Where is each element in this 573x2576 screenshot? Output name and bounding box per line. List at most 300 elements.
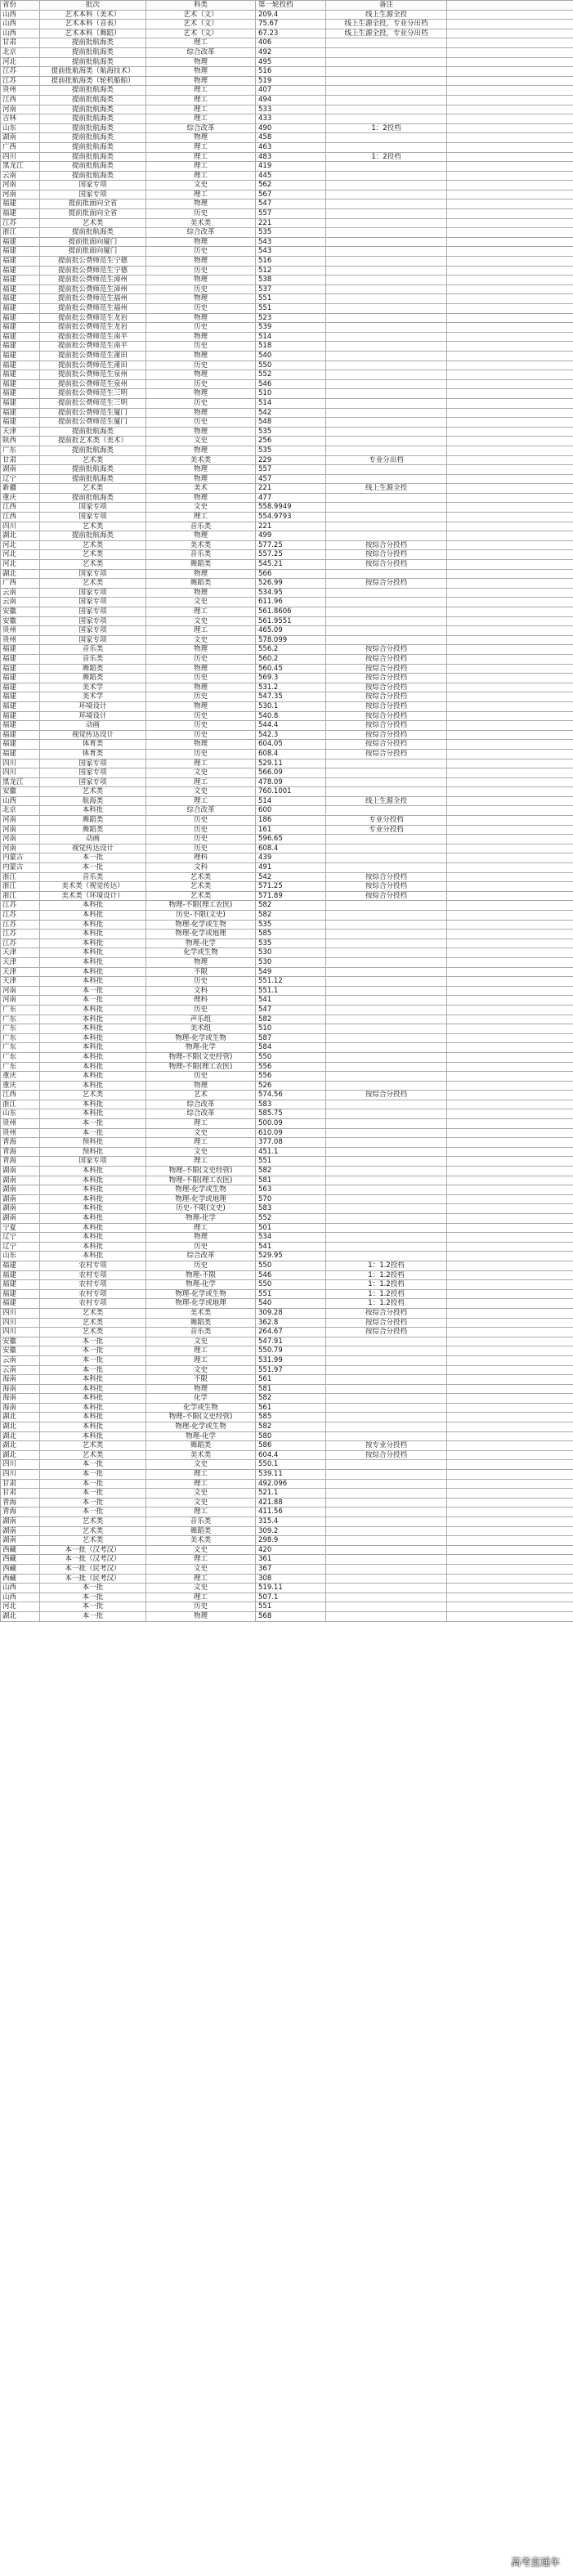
score-cell: 529.95 [256, 1252, 326, 1261]
province-cell: 海南 [1, 1375, 40, 1385]
score-cell: 585 [256, 1413, 326, 1422]
extra-cell [447, 1602, 573, 1612]
extra-cell [447, 10, 573, 20]
table-row [1, 939, 573, 948]
extra-cell [447, 749, 573, 759]
province-cell: 福建 [1, 237, 40, 247]
subject-cell: 物理 [146, 683, 256, 692]
subject-cell: 物理 [146, 446, 256, 455]
extra-cell [447, 579, 573, 589]
table-row [1, 1081, 573, 1091]
score-cell: 519 [256, 76, 326, 86]
province-cell: 福建 [1, 379, 40, 389]
batch-cell: 提前批公费师范生厦门 [40, 418, 146, 428]
score-cell: 582 [256, 1015, 326, 1024]
province-cell: 陕西 [1, 437, 40, 446]
remark-cell: 线上生源全投，专业分出档 [326, 29, 447, 38]
batch-cell: 提前批航海类 [40, 142, 146, 152]
table-row [1, 768, 573, 778]
score-cell: 67.23 [256, 29, 326, 38]
batch-cell: 本科批 [40, 1403, 146, 1413]
subject-cell: 历史 [146, 711, 256, 721]
score-cell: 604.4 [256, 1450, 326, 1460]
batch-cell: 本科批 [40, 911, 146, 921]
batch-cell: 提前批航海类 [40, 152, 146, 162]
province-cell: 西藏 [1, 1574, 40, 1584]
batch-cell: 提前批公费师范生莆田 [40, 361, 146, 370]
subject-cell: 理工 [146, 1119, 256, 1129]
score-cell: 582 [256, 911, 326, 921]
batch-cell: 本一批 [40, 1611, 146, 1621]
extra-cell [447, 171, 573, 181]
batch-cell: 本一批 [40, 853, 146, 863]
remark-cell: 按综合分投档 [326, 550, 447, 560]
table-row [1, 1318, 573, 1328]
batch-cell: 本一批 [40, 1460, 146, 1470]
remark-cell [326, 1422, 447, 1432]
subject-cell: 美术类 [146, 455, 256, 465]
batch-cell: 农村专项 [40, 1270, 146, 1280]
province-cell: 湖北 [1, 1441, 40, 1451]
table-row [1, 284, 573, 294]
score-cell: 541 [256, 1242, 326, 1252]
province-cell: 福建 [1, 247, 40, 257]
remark-cell [326, 1355, 447, 1365]
extra-cell [447, 863, 573, 873]
province-cell: 福建 [1, 304, 40, 314]
province-cell: 山东 [1, 123, 40, 133]
batch-cell: 本一批（民考汉） [40, 1564, 146, 1574]
subject-cell: 物理 [146, 740, 256, 750]
batch-cell: 本科批 [40, 1413, 146, 1422]
remark-cell: 专业分投档 [326, 816, 447, 826]
remark-cell [326, 105, 447, 114]
subject-cell: 物理 [146, 408, 256, 418]
remark-cell [326, 1346, 447, 1356]
subject-cell: 历史 [146, 749, 256, 759]
extra-cell [447, 133, 573, 143]
batch-cell: 提前批航海类（航海技术） [40, 67, 146, 77]
batch-cell: 艺术类 [40, 1450, 146, 1460]
table-row [1, 1194, 573, 1204]
subject-cell: 艺术类 [146, 891, 256, 901]
table-row [1, 455, 573, 465]
table-row [1, 1261, 573, 1270]
extra-cell [447, 1489, 573, 1499]
province-cell: 广西 [1, 579, 40, 589]
province-cell: 贵州 [1, 86, 40, 96]
batch-cell: 提前批公费师范生龙岩 [40, 313, 146, 323]
batch-cell: 本科批 [40, 1394, 146, 1404]
score-cell: 495 [256, 57, 326, 67]
subject-cell: 化学或生物 [146, 1403, 256, 1413]
remark-cell: 按综合分投档 [326, 692, 447, 702]
subject-cell: 物理 [146, 133, 256, 143]
subject-cell: 美术类 [146, 1308, 256, 1318]
subject-cell: 物理 [146, 313, 256, 323]
subject-cell: 物理-化学 [146, 939, 256, 948]
table-row [1, 616, 573, 626]
remark-cell [326, 493, 447, 503]
extra-cell [447, 1270, 573, 1280]
score-cell: 407 [256, 86, 326, 96]
extra-cell [447, 294, 573, 304]
subject-cell: 文史 [146, 768, 256, 778]
remark-cell: 按综合分投档 [326, 664, 447, 674]
score-cell: 550.79 [256, 1346, 326, 1356]
extra-cell [447, 1233, 573, 1243]
province-cell: 江苏 [1, 67, 40, 77]
table-row [1, 1270, 573, 1280]
extra-cell [447, 674, 573, 683]
subject-cell: 理工 [146, 1223, 256, 1233]
province-cell: 福建 [1, 257, 40, 267]
batch-cell: 本科批 [40, 1204, 146, 1214]
province-cell: 浙江 [1, 891, 40, 901]
province-cell: 天津 [1, 977, 40, 987]
remark-cell [326, 1052, 447, 1062]
remark-cell [326, 465, 447, 475]
subject-cell: 历史 [146, 654, 256, 664]
province-cell: 山东 [1, 1252, 40, 1261]
score-cell: 557 [256, 465, 326, 475]
subject-cell: 历史 [146, 209, 256, 219]
remark-cell: 线上生源全投 [326, 484, 447, 494]
remark-cell [326, 398, 447, 408]
remark-cell: 专业分出档 [326, 455, 447, 465]
score-cell: 560.2 [256, 654, 326, 664]
province-cell: 甘肃 [1, 455, 40, 465]
province-cell: 云南 [1, 598, 40, 607]
subject-cell: 理工 [146, 796, 256, 806]
score-cell: 457 [256, 474, 326, 484]
batch-cell: 国家专项 [40, 768, 146, 778]
subject-cell: 文史 [146, 181, 256, 190]
remark-cell [326, 1204, 447, 1214]
score-cell: 229 [256, 455, 326, 465]
extra-cell [447, 1318, 573, 1328]
remark-cell [326, 835, 447, 844]
score-cell: 547 [256, 1005, 326, 1015]
province-cell: 四川 [1, 759, 40, 768]
batch-cell: 艺术类 [40, 1308, 146, 1318]
remark-cell [326, 247, 447, 257]
extra-cell [447, 730, 573, 740]
extra-cell [447, 967, 573, 977]
subject-cell: 物理-化学或地理 [146, 930, 256, 939]
score-cell: 539 [256, 323, 326, 333]
remark-cell [326, 635, 447, 645]
score-cell: 548 [256, 418, 326, 428]
remark-cell [326, 996, 447, 1006]
score-cell: 551 [256, 1602, 326, 1612]
remark-cell [326, 853, 447, 863]
table-row [1, 1355, 573, 1365]
batch-cell: 本科批 [40, 1024, 146, 1034]
remark-cell [326, 370, 447, 380]
table-row [1, 569, 573, 579]
province-cell: 福建 [1, 284, 40, 294]
batch-cell: 提前批公费师范生厦门 [40, 408, 146, 418]
subject-cell: 物理 [146, 1081, 256, 1091]
table-row [1, 418, 573, 428]
province-cell: 湖北 [1, 1422, 40, 1432]
score-cell: 569.3 [256, 674, 326, 683]
table-row [1, 1422, 573, 1432]
remark-cell [326, 171, 447, 181]
table-row [1, 1280, 573, 1290]
table-row [1, 1052, 573, 1062]
batch-cell: 本一批 [40, 1346, 146, 1356]
province-cell: 福建 [1, 740, 40, 750]
subject-cell: 物理 [146, 76, 256, 86]
province-cell: 贵州 [1, 635, 40, 645]
subject-cell: 文科 [146, 863, 256, 873]
table-row [1, 863, 573, 873]
score-cell: 551 [256, 1157, 326, 1167]
subject-cell: 文科 [146, 986, 256, 996]
extra-cell [447, 1204, 573, 1214]
subject-cell: 文史 [146, 1498, 256, 1508]
score-cell: 419 [256, 162, 326, 172]
province-cell: 福建 [1, 361, 40, 370]
batch-cell: 预科批 [40, 1138, 146, 1148]
subject-cell: 理工 [146, 777, 256, 787]
province-cell: 西藏 [1, 1545, 40, 1555]
score-cell: 578.099 [256, 635, 326, 645]
remark-cell [326, 1365, 447, 1375]
remark-cell: 按综合分投档 [326, 1091, 447, 1100]
batch-cell: 提前批航海类 [40, 86, 146, 96]
batch-cell: 本一批 [40, 1489, 146, 1499]
batch-cell: 提前批艺术类（美术） [40, 437, 146, 446]
remark-cell [326, 218, 447, 228]
score-cell: 586 [256, 1441, 326, 1451]
province-cell: 山西 [1, 10, 40, 20]
batch-cell: 艺术类 [40, 1517, 146, 1527]
score-cell: 516 [256, 67, 326, 77]
province-cell: 湖北 [1, 569, 40, 579]
remark-cell: 按综合分投档 [326, 740, 447, 750]
province-cell: 四川 [1, 152, 40, 162]
province-cell: 河南 [1, 986, 40, 996]
remark-cell [326, 284, 447, 294]
remark-cell [326, 408, 447, 418]
remark-cell [326, 1062, 447, 1072]
batch-cell: 提前批航海类（轮机船舶） [40, 76, 146, 86]
subject-cell: 物理 [146, 67, 256, 77]
score-cell: 535 [256, 939, 326, 948]
subject-cell: 物理-化学或生物 [146, 1422, 256, 1432]
table-row [1, 1091, 573, 1100]
batch-cell: 提前批航海类 [40, 47, 146, 57]
province-cell: 内蒙古 [1, 863, 40, 873]
subject-cell: 文史 [146, 1564, 256, 1574]
province-cell: 浙江 [1, 882, 40, 892]
batch-cell: 本一批（民考汉） [40, 1574, 146, 1584]
subject-cell: 理工 [146, 1346, 256, 1356]
subject-cell: 文史 [146, 503, 256, 513]
subject-cell: 物理-不限(文史经管) [146, 1167, 256, 1176]
extra-cell [447, 1526, 573, 1536]
subject-cell: 音乐类 [146, 1328, 256, 1337]
table-row [1, 29, 573, 38]
province-cell: 安徽 [1, 1346, 40, 1356]
remark-cell [326, 67, 447, 77]
table-row [1, 635, 573, 645]
extra-cell [447, 190, 573, 199]
remark-cell [326, 133, 447, 143]
province-cell: 广东 [1, 446, 40, 455]
extra-cell [447, 199, 573, 209]
batch-cell: 动画 [40, 835, 146, 844]
table-row [1, 522, 573, 531]
remark-cell [326, 1100, 447, 1109]
batch-cell: 提前批面向全省 [40, 209, 146, 219]
table-row [1, 257, 573, 267]
province-cell: 湖南 [1, 465, 40, 475]
subject-cell: 理工 [146, 114, 256, 124]
remark-cell: 线上生源全投 [326, 796, 447, 806]
remark-cell [326, 948, 447, 958]
batch-cell: 动画 [40, 721, 146, 731]
table-row [1, 692, 573, 702]
remark-cell [326, 257, 447, 267]
table-row [1, 1526, 573, 1536]
subject-cell: 物理-化学或生物 [146, 1289, 256, 1299]
score-cell: 362.8 [256, 1318, 326, 1328]
extra-cell [447, 1611, 573, 1621]
score-cell: 540 [256, 351, 326, 361]
subject-cell: 历史 [146, 1602, 256, 1612]
remark-cell [326, 1147, 447, 1157]
province-cell: 江苏 [1, 911, 40, 921]
table-row [1, 607, 573, 617]
table-row [1, 446, 573, 455]
remark-cell [326, 114, 447, 124]
table-row [1, 114, 573, 124]
subject-cell: 历史 [146, 398, 256, 408]
province-cell: 西藏 [1, 1564, 40, 1574]
subject-cell: 物理 [146, 257, 256, 267]
batch-cell: 艺术类 [40, 455, 146, 465]
remark-cell [326, 1479, 447, 1489]
remark-cell [326, 1413, 447, 1422]
score-cell: 514 [256, 332, 326, 342]
extra-cell [447, 418, 573, 428]
batch-cell: 体育类 [40, 749, 146, 759]
subject-cell: 物理 [146, 199, 256, 209]
score-cell: 587 [256, 1033, 326, 1043]
table-row [1, 1157, 573, 1167]
batch-cell: 本一批（汉考汉） [40, 1555, 146, 1565]
remark-cell [326, 901, 447, 911]
batch-cell: 提前批公费师范生福州 [40, 294, 146, 304]
province-cell: 宁夏 [1, 1223, 40, 1233]
subject-cell: 理工 [146, 1574, 256, 1584]
extra-cell [447, 948, 573, 958]
table-row [1, 1242, 573, 1252]
extra-cell [447, 920, 573, 930]
province-cell: 山西 [1, 796, 40, 806]
province-cell: 福建 [1, 276, 40, 285]
remark-cell: 按综合分投档 [326, 674, 447, 683]
extra-cell [447, 598, 573, 607]
score-cell: 458 [256, 133, 326, 143]
province-cell: 四川 [1, 522, 40, 531]
score-cell: 521.1 [256, 1489, 326, 1499]
subject-cell: 物理-不限(理工农医) [146, 1062, 256, 1072]
subject-cell: 物理-不限(文史经管) [146, 1052, 256, 1062]
score-cell: 537 [256, 284, 326, 294]
subject-cell: 历史 [146, 284, 256, 294]
remark-cell [326, 1337, 447, 1346]
extra-cell [447, 446, 573, 455]
table-row [1, 891, 573, 901]
batch-cell: 国家专项 [40, 635, 146, 645]
score-cell: 574.56 [256, 1091, 326, 1100]
remark-cell [326, 787, 447, 797]
subject-cell: 物理 [146, 645, 256, 655]
score-cell: 550.1 [256, 1460, 326, 1470]
subject-cell: 文史 [146, 1460, 256, 1470]
score-cell: 483 [256, 152, 326, 162]
province-cell: 河南 [1, 835, 40, 844]
table-row [1, 853, 573, 863]
batch-cell: 国家专项 [40, 759, 146, 768]
extra-cell [447, 607, 573, 617]
remark-cell [326, 569, 447, 579]
batch-cell: 艺术本科（音表） [40, 20, 146, 29]
remark-cell [326, 939, 447, 948]
extra-cell [447, 503, 573, 513]
remark-cell [326, 95, 447, 105]
extra-cell [447, 1242, 573, 1252]
subject-cell: 物理 [146, 474, 256, 484]
subject-cell: 美术类 [146, 218, 256, 228]
remark-cell [326, 1242, 447, 1252]
extra-cell [447, 645, 573, 655]
remark-cell: 按综合分投档 [326, 579, 447, 589]
table-row [1, 57, 573, 67]
province-cell: 天津 [1, 957, 40, 967]
extra-cell [447, 1299, 573, 1309]
score-cell: 477 [256, 493, 326, 503]
batch-cell: 提前批航海类 [40, 531, 146, 541]
remark-cell [326, 911, 447, 921]
table-row [1, 323, 573, 333]
subject-cell: 理工 [146, 95, 256, 105]
subject-cell: 综合改革 [146, 47, 256, 57]
score-cell: 514 [256, 796, 326, 806]
score-cell: 552 [256, 370, 326, 380]
table-row [1, 701, 573, 711]
extra-cell [447, 47, 573, 57]
province-cell: 北京 [1, 47, 40, 57]
province-cell: 江西 [1, 513, 40, 522]
score-cell: 531.99 [256, 1355, 326, 1365]
subject-cell: 声乐组 [146, 1015, 256, 1024]
score-cell: 566 [256, 569, 326, 579]
extra-cell [447, 493, 573, 503]
extra-cell [447, 816, 573, 826]
extra-cell [447, 1194, 573, 1204]
subject-cell: 物理 [146, 531, 256, 541]
extra-cell [447, 1470, 573, 1480]
table-row [1, 342, 573, 352]
batch-cell: 艺术本科（美术） [40, 10, 146, 20]
province-cell: 福建 [1, 654, 40, 664]
